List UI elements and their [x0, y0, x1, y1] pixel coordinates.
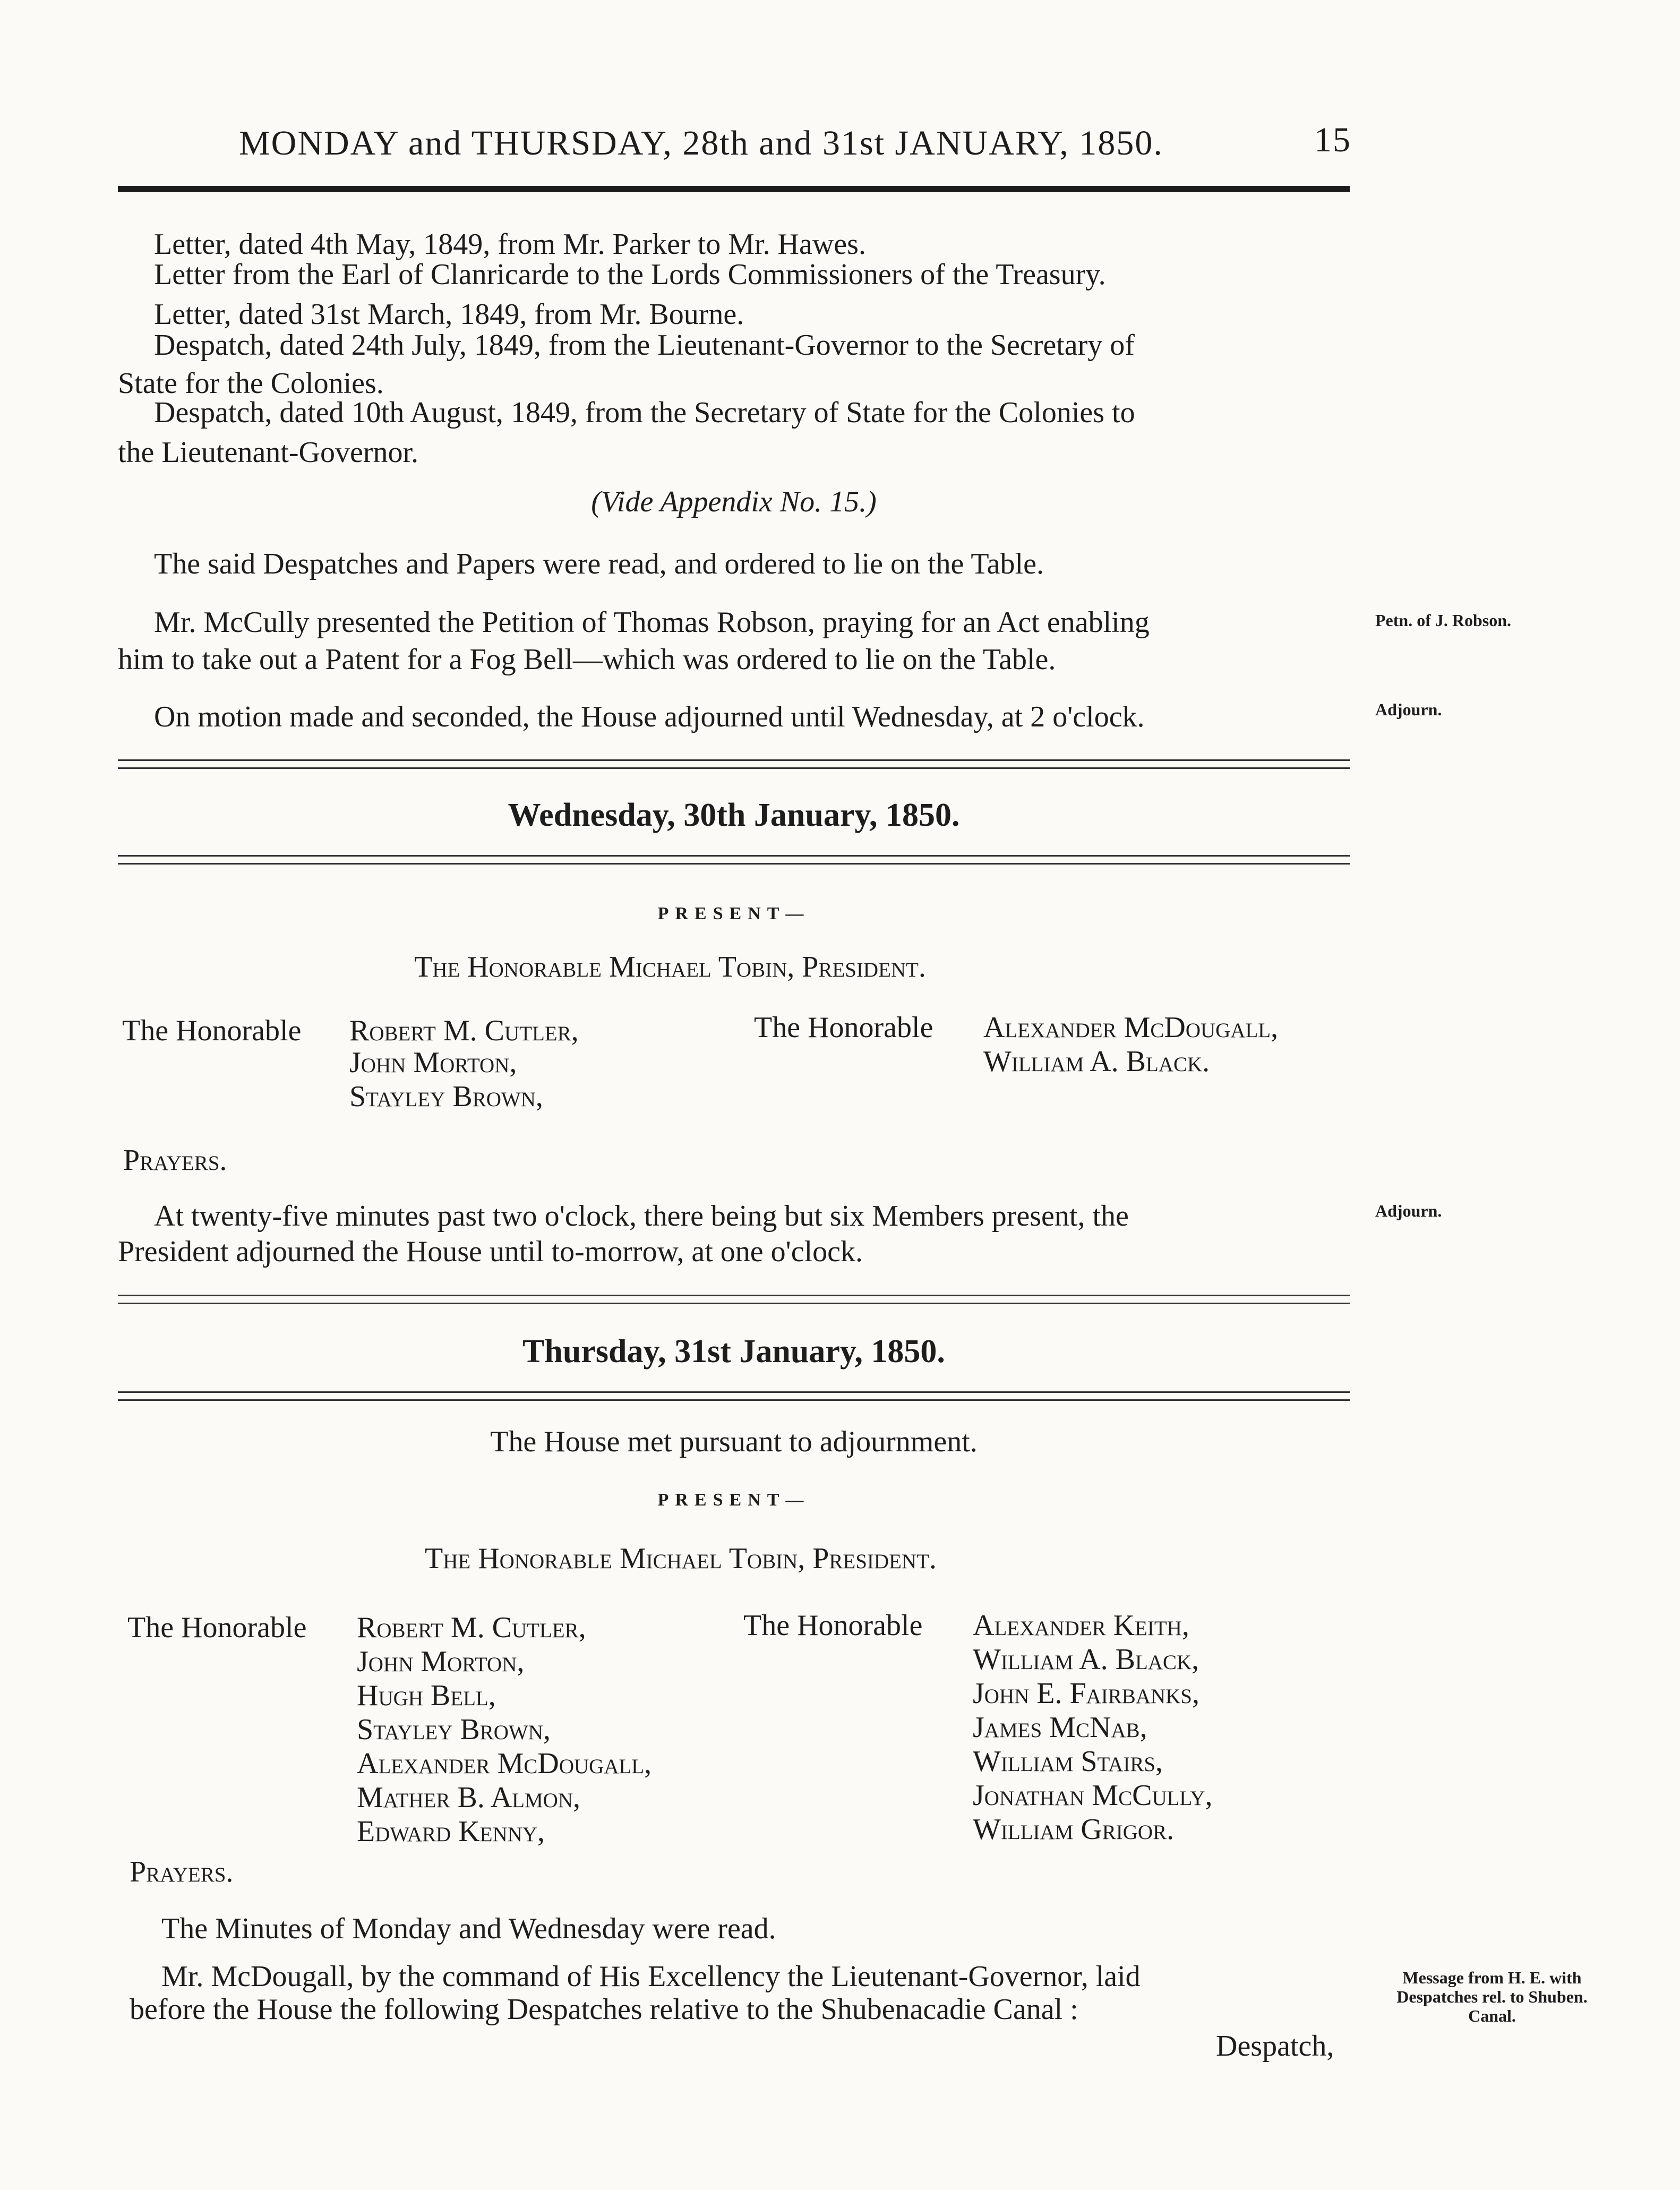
member-name: John Morton,: [349, 1046, 517, 1079]
section-rule: [118, 1295, 1350, 1304]
prayers: Prayers.: [123, 1144, 227, 1177]
text-line: Mr. McCully presented the Petition of Thomas Robson, praying for an Act enabling: [154, 606, 1150, 639]
present-label: PRESENT—: [657, 1490, 810, 1510]
member-name: Alexander McDougall,: [357, 1747, 652, 1780]
present-label: PRESENT—: [657, 904, 810, 923]
margin-note: Message from H. E. with Despatches rel. to Shuben. Canal.: [1396, 1968, 1588, 2025]
member-name: Stayley Brown,: [349, 1080, 543, 1113]
member-name: Mather B. Almon,: [357, 1781, 580, 1814]
margin-note: Petn. of J. Robson.: [1375, 611, 1512, 630]
member-name: William A. Black,: [973, 1643, 1199, 1676]
section-rule: [118, 855, 1350, 865]
section-heading: Wednesday, 30th January, 1850.: [508, 797, 960, 833]
member-name: Robert M. Cutler,: [357, 1611, 586, 1644]
member-name: William Stairs,: [973, 1745, 1163, 1778]
member-name: John Morton,: [357, 1645, 525, 1678]
running-header-title: MONDAY and THURSDAY, 28th and 31st JANUARY, 1850.: [239, 124, 1163, 162]
text-line: before the House the following Despatches relative to the Shubenacadie Canal :: [130, 1993, 1078, 2026]
members-right-prefix: The Honorable: [743, 1609, 923, 1642]
member-name: Hugh Bell,: [357, 1679, 496, 1712]
member-name: John E. Fairbanks,: [973, 1677, 1199, 1710]
margin-note: Adjourn.: [1375, 1201, 1442, 1220]
member-name: William A. Black.: [983, 1045, 1210, 1078]
text-line: The said Despatches and Papers were read, and ordered to lie on the Table.: [154, 548, 1044, 580]
margin-note: Adjourn.: [1375, 700, 1442, 719]
member-name: Edward Kenny,: [357, 1815, 545, 1848]
member-name: Alexander McDougall,: [983, 1011, 1279, 1044]
section-rule: [118, 1391, 1350, 1401]
page-number: 15: [1314, 121, 1351, 159]
text-line: Letter, dated 4th May, 1849, from Mr. Parker to Mr. Hawes.: [154, 228, 866, 261]
text-line: Despatch, dated 24th July, 1849, from the Lieutenant-Governor to the Secretary of: [154, 329, 1135, 362]
met-line: The House met pursuant to adjournment.: [490, 1425, 978, 1458]
member-name: Jonathan McCully,: [973, 1779, 1213, 1812]
text-line: the Lieutenant-Governor.: [118, 436, 419, 469]
section-heading: Thursday, 31st January, 1850.: [522, 1333, 945, 1370]
text-line: Despatch, dated 10th August, 1849, from the Secretary of State for the Colonies to: [154, 396, 1135, 429]
president-line: The Honorable Michael Tobin, President.: [425, 1542, 937, 1575]
prayers: Prayers.: [130, 1855, 234, 1888]
text-line: State for the Colonies.: [118, 367, 384, 400]
text-line: Letter, dated 31st March, 1849, from Mr. Bourne.: [154, 298, 744, 331]
member-name: Stayley Brown,: [357, 1713, 551, 1746]
member-name: James McNab,: [973, 1711, 1147, 1744]
text-line: him to take out a Patent for a Fog Bell—which was ordered to lie on the Table.: [118, 643, 1056, 676]
appendix-reference: (Vide Appendix No. 15.): [591, 485, 877, 518]
text-line: Mr. McDougall, by the command of His Excellency the Lieutenant-Governor, laid: [161, 1960, 1141, 1993]
section-rule: [118, 759, 1350, 769]
member-name: William Grigor.: [973, 1813, 1175, 1846]
text-line: President adjourned the House until to-morrow, at one o'clock.: [118, 1235, 863, 1268]
header-rule: [118, 186, 1350, 192]
member-name: Robert M. Cutler,: [349, 1014, 579, 1047]
members-left-prefix: The Honorable: [122, 1014, 302, 1047]
catchword: Despatch,: [1216, 2030, 1334, 2063]
member-name: Alexander Keith,: [973, 1609, 1189, 1642]
members-right-prefix: The Honorable: [754, 1011, 933, 1044]
text-line: On motion made and seconded, the House adjourned until Wednesday, at 2 o'clock.: [154, 700, 1145, 733]
text-line: Letter from the Earl of Clanricarde to the Lords Commissioners of the Treasury.: [154, 258, 1106, 291]
members-left-prefix: The Honorable: [127, 1611, 307, 1644]
text-line: The Minutes of Monday and Wednesday were read.: [161, 1912, 776, 1945]
president-line: The Honorable Michael Tobin, President.: [414, 951, 926, 983]
text-line: At twenty-five minutes past two o'clock, there being but six Members present, the: [154, 1200, 1129, 1233]
